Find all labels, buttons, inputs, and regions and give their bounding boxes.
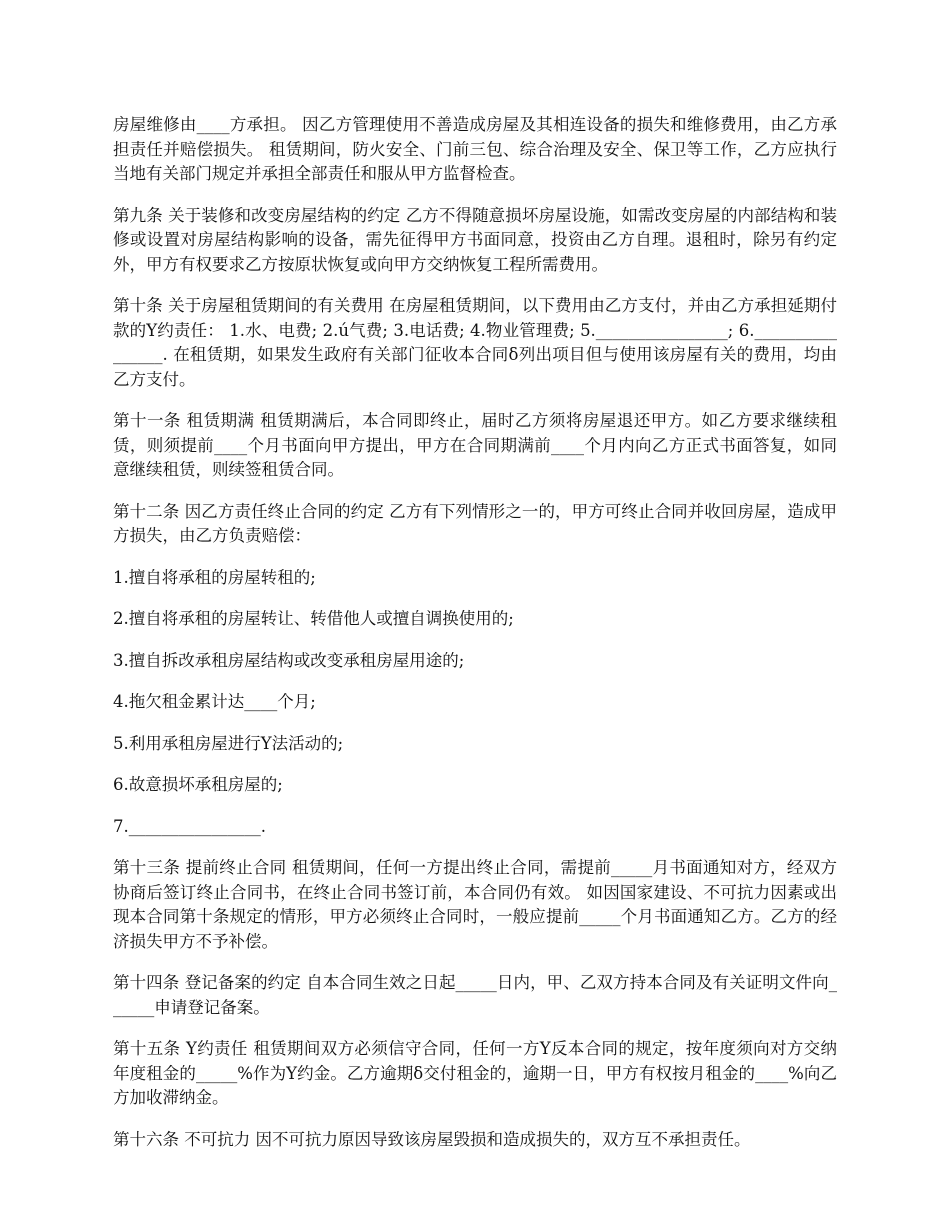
paragraph-repair-responsibility: 房屋维修由____方承担。 因乙方管理使用不善造成房屋及其相连设备的损失和维修费用，由乙方承担责任并赔偿损失。 租赁期间，防火安全、门前三包、综合治理及安全、保卫等工作，乙方应执行当地有关部门规定并承担全部责任和服从甲方监督检查。 — [113, 115, 837, 183]
paragraph-article-10: 第十条 关于房屋租赁期间的有关费用 在房屋租赁期间，以下费用由乙方支付，并由乙方承担延期付款的Y约责任： 1.水、电费; 2.ú气费; 3.电话费; 4.物业管理费; 5.________________; 6.________________. 在租赁期，如果发生政府有关部门征收本合同δ列出项目但与使用该房屋有关的费用，均由乙方支付。 — [113, 296, 837, 389]
paragraph-article-13: 第十三条 提前终止合同 租赁期间，任何一方提出终止合同，需提前_____月书面通知对方，经双方协商后签订终止合同书，在终止合同书签订前，本合同仍有效。 如因国家建设、不可抗力因素或出现本合同第十条规定的情形，甲方必须终止合同时，一般应提前_____个月书面通知乙方。乙方的经济损失甲方不予补偿。 — [113, 858, 837, 951]
list-item-4: 4.拖欠租金累计达____个月; — [113, 692, 316, 711]
paragraph-article-12: 第十二条 因乙方责任终止合同的约定 乙方有下列情形之一的，甲方可终止合同并收回房屋，造成甲方损失，由乙方负责赔偿： — [113, 501, 837, 545]
list-item-7: 7.________________. — [113, 816, 266, 836]
paragraph-article-15: 第十五条 Y约责任 租赁期间双方必须信守合同，任何一方Y反本合同的规定，按年度须向对方交纳年度租金的_____%作为Y约金。乙方逾期δ交付租金的，逾期一日，甲方有权按月租金的____%向乙方加收滞纳金。 — [113, 1039, 837, 1107]
paragraph-article-16: 第十六条 不可抗力 因不可抗力原因导致该房屋毁损和造成损失的，双方互不承担责任。 — [113, 1129, 751, 1149]
document-page — [113, 113, 837, 1169]
list-item-3: 3.擅自拆改承租房屋结构或改变承租房屋用途的; — [113, 650, 465, 670]
paragraph-article-14: 第十四条 登记备案的约定 自本合同生效之日起_____日内，甲、乙双方持本合同及有关证明文件向______申请登记备案。 — [113, 973, 837, 1017]
list-item-1: 1.擅自将承租的房屋转租的; — [113, 567, 316, 587]
list-item-6: 6.故意损坏承租房屋的; — [113, 775, 283, 794]
list-item-5: 5.利用承租房屋进行Y法活动的; — [113, 733, 344, 753]
paragraph-article-11: 第十一条 租赁期满 租赁期满后，本合同即终止，届时乙方须将房屋退还甲方。如乙方要求继续租赁，则须提前____个月书面向甲方提出，甲方在合同期满前____个月内向乙方正式书面答复，如同意继续租赁，则续签租赁合同。 — [113, 411, 837, 479]
list-item-2: 2.擅自将承租的房屋转让、转借他人或擅自调换使用的; — [113, 609, 514, 628]
paragraph-article-9: 第九条 关于装修和改变房屋结构的约定 乙方不得随意损坏房屋设施，如需改变房屋的内部结构和装修或设置对房屋结构影响的设备，需先征得甲方书面同意，投资由乙方自理。退租时，除另有约定外，甲方有权要求乙方按原状恢复或向甲方交纳恢复工程所需费用。 — [113, 205, 837, 274]
